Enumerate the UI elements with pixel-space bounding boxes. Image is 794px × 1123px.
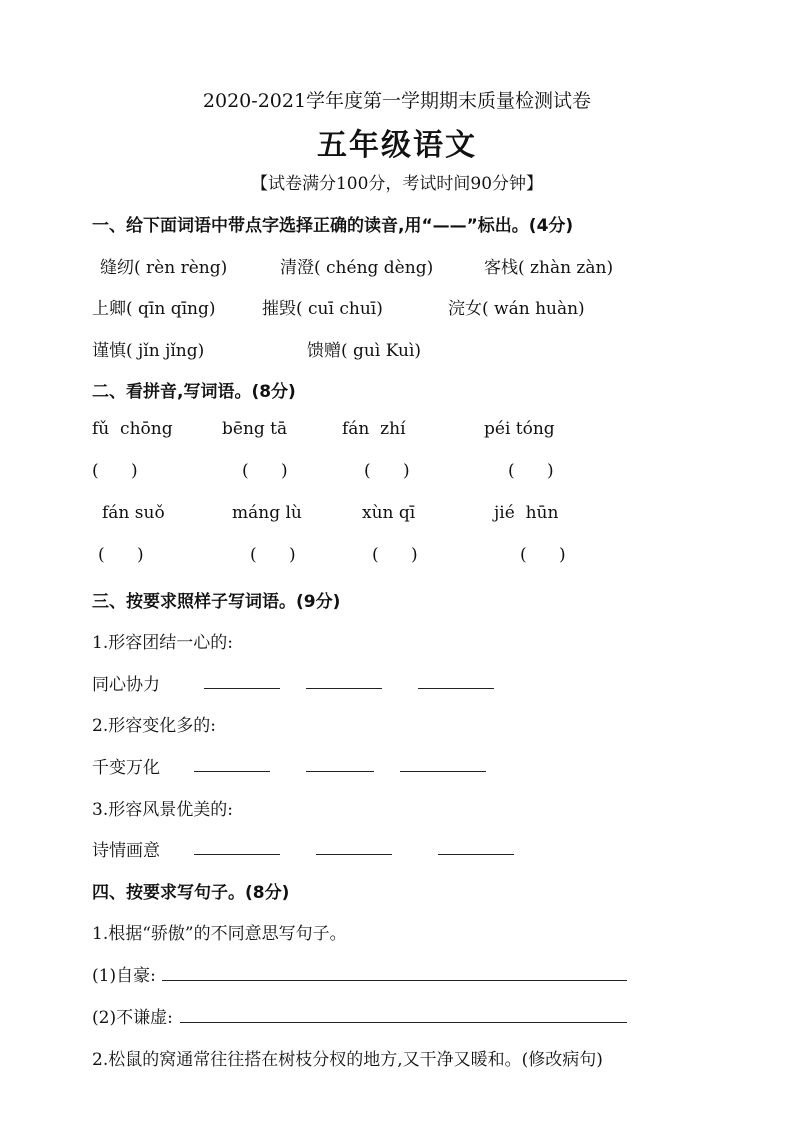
s1-item-5: 摧毁( cuī chuī) <box>262 299 383 319</box>
s1-item-4: 上卿( qīn qīng) <box>92 299 216 319</box>
pinyin-8: jié hūn <box>494 503 559 523</box>
blank-line[interactable] <box>418 688 494 689</box>
exam-info: 【试卷满分100分，考试时间90分钟】 <box>250 174 544 194</box>
exam-title: 2020-2021学年度第一学期期末质量检测试卷 <box>202 90 592 112</box>
blank-line[interactable] <box>306 771 374 772</box>
section1-title: 一、给下面词语中带点字选择正确的读音,用“——”标出。(4分) <box>92 216 574 236</box>
s4-q2: 2.松鼠的窝通常往往搭在树枝分杈的地方,又干净又暖和。(修改病句) <box>92 1050 603 1070</box>
blank-line[interactable] <box>316 854 392 855</box>
blank-line[interactable] <box>180 1022 627 1023</box>
section3-title: 三、按要求照样子写词语。(9分) <box>92 592 341 612</box>
section4-title: 四、按要求写句子。(8分) <box>92 883 290 903</box>
subject-title: 五年级语文 <box>317 128 477 163</box>
pinyin-1: fǔ chōng <box>92 419 173 439</box>
answer-paren-8[interactable]: ( ) <box>520 545 566 565</box>
answer-paren-4[interactable]: ( ) <box>508 461 554 481</box>
s1-item-8: 馈赠( guì Kuì) <box>307 341 422 361</box>
s1-item-7: 谨慎( jǐn jǐng) <box>92 341 205 361</box>
blank-line[interactable] <box>400 771 486 772</box>
blank-line[interactable] <box>162 980 627 981</box>
answer-paren-2[interactable]: ( ) <box>242 461 288 481</box>
s1-item-1: 缝纫( rèn rèng) <box>100 258 228 278</box>
s1-item-6: 浣女( wán huàn) <box>448 299 585 319</box>
pinyin-3: fán zhí <box>342 419 406 439</box>
blank-line[interactable] <box>194 854 280 855</box>
s3-q3: 3.形容风景优美的: <box>92 800 233 820</box>
s4-q1-part2: (2)不谦虚: <box>92 1008 173 1028</box>
pinyin-7: xùn qī <box>362 503 416 523</box>
blank-line[interactable] <box>306 688 382 689</box>
answer-paren-5[interactable]: ( ) <box>98 545 144 565</box>
blank-line[interactable] <box>204 688 280 689</box>
s4-q1: 1.根据“骄傲”的不同意思写句子。 <box>92 924 347 944</box>
pinyin-4: péi tóng <box>484 419 555 439</box>
s3-q1: 1.形容团结一心的: <box>92 633 233 653</box>
blank-line[interactable] <box>194 771 270 772</box>
answer-paren-1[interactable]: ( ) <box>92 461 138 481</box>
s3-q2: 2.形容变化多的: <box>92 716 216 736</box>
s3-example3: 诗情画意 <box>92 841 160 861</box>
answer-paren-6[interactable]: ( ) <box>250 545 296 565</box>
s1-item-3: 客栈( zhàn zàn) <box>484 258 614 278</box>
answer-paren-7[interactable]: ( ) <box>372 545 418 565</box>
blank-line[interactable] <box>438 854 514 855</box>
s3-example2: 千变万化 <box>92 758 160 778</box>
s3-example1: 同心协力 <box>92 675 160 695</box>
pinyin-2: bēng tā <box>222 419 288 439</box>
pinyin-6: máng lù <box>232 503 302 523</box>
s1-item-2: 清澄( chéng dèng) <box>280 258 434 278</box>
answer-paren-3[interactable]: ( ) <box>364 461 410 481</box>
section2-title: 二、看拼音,写词语。(8分) <box>92 382 296 402</box>
s4-q1-part1: (1)自豪: <box>92 966 156 986</box>
pinyin-5: fán suǒ <box>102 503 165 523</box>
